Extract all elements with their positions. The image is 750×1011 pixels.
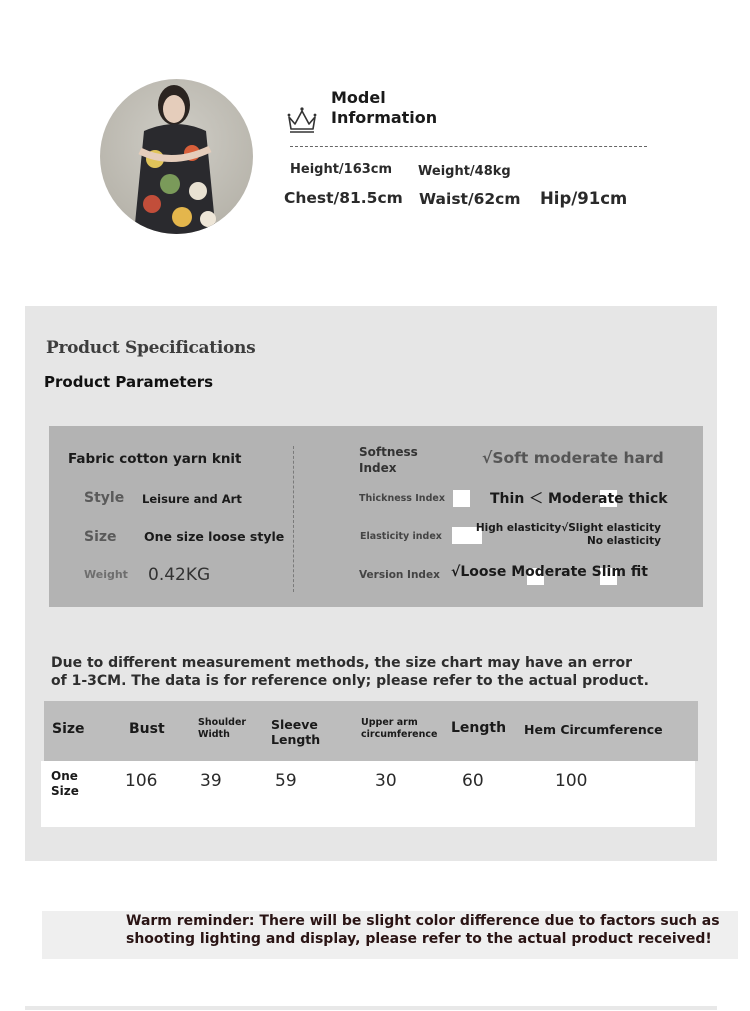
- model-title-line1: Model: [331, 88, 386, 107]
- size-value: One size loose style: [144, 529, 285, 544]
- weight-label: Weight: [84, 568, 128, 581]
- model-info-title: [331, 88, 461, 128]
- model-waist: Waist/62cm: [419, 190, 521, 208]
- header-upper-arm: Upper arm circumference: [361, 717, 438, 740]
- spec-subtitle: Product Parameters: [44, 373, 214, 391]
- style-label: Style: [84, 490, 125, 506]
- thickness-value: Thin ＜ Moderate thick: [490, 491, 668, 507]
- softness-value: √Soft moderate hard: [482, 449, 664, 467]
- model-weight: Weight/48kg: [418, 164, 511, 179]
- model-photo: [100, 79, 253, 234]
- measurement-note: Due to different measurement methods, the size chart may have an error of 1-3CM. The data is for reference only; please refer to the actual product.: [51, 655, 649, 689]
- size-table: [41, 701, 698, 828]
- elasticity-value: High elasticity√Slight elasticity No elasticity: [475, 522, 661, 547]
- thickness-label: Thickness Index: [359, 493, 445, 504]
- spec-title: Product Specifications: [46, 338, 256, 358]
- elasticity-label: Elasticity index: [360, 531, 442, 542]
- header-size: Size: [52, 721, 85, 737]
- crown-icon: [286, 105, 318, 135]
- header-bust: Bust: [129, 721, 165, 737]
- version-label: Version Index: [359, 569, 440, 581]
- cell-length: 60: [462, 771, 484, 791]
- model-hip: Hip/91cm: [540, 189, 628, 208]
- bottom-divider: [25, 1006, 717, 1010]
- softness-label: Softness Index: [359, 445, 418, 475]
- header-sleeve: Sleeve Length: [271, 717, 321, 747]
- fabric-text: Fabric cotton yarn knit: [68, 451, 242, 467]
- parameter-divider: [293, 446, 294, 592]
- reminder-text: Warm reminder: There will be slight color difference due to factors such as shooting lighting and display, please refer to the actual product received!: [126, 913, 720, 947]
- header-shoulder: Shoulder Width: [198, 717, 247, 740]
- cell-shoulder: 39: [200, 771, 222, 791]
- reminder-box: [42, 911, 738, 959]
- weight-value: 0.42KG: [148, 565, 211, 585]
- version-value: √Loose Moderate Slim fit: [451, 564, 648, 580]
- size-label: Size: [84, 529, 117, 545]
- cell-hem: 100: [555, 771, 588, 791]
- cell-bust: 106: [125, 771, 158, 791]
- thickness-checkbox: [453, 490, 470, 507]
- cell-sleeve: 59: [275, 771, 297, 791]
- divider: [290, 146, 647, 147]
- style-value: Leisure and Art: [142, 492, 242, 506]
- model-title-line2: Information: [331, 108, 438, 127]
- header-length: Length: [451, 720, 507, 736]
- header-hem: Hem Circumference: [524, 722, 663, 737]
- model-chest: Chest/81.5cm: [284, 189, 403, 207]
- cell-size: One Size: [51, 769, 79, 798]
- model-height: Height/163cm: [290, 162, 393, 177]
- cell-upper-arm: 30: [375, 771, 397, 791]
